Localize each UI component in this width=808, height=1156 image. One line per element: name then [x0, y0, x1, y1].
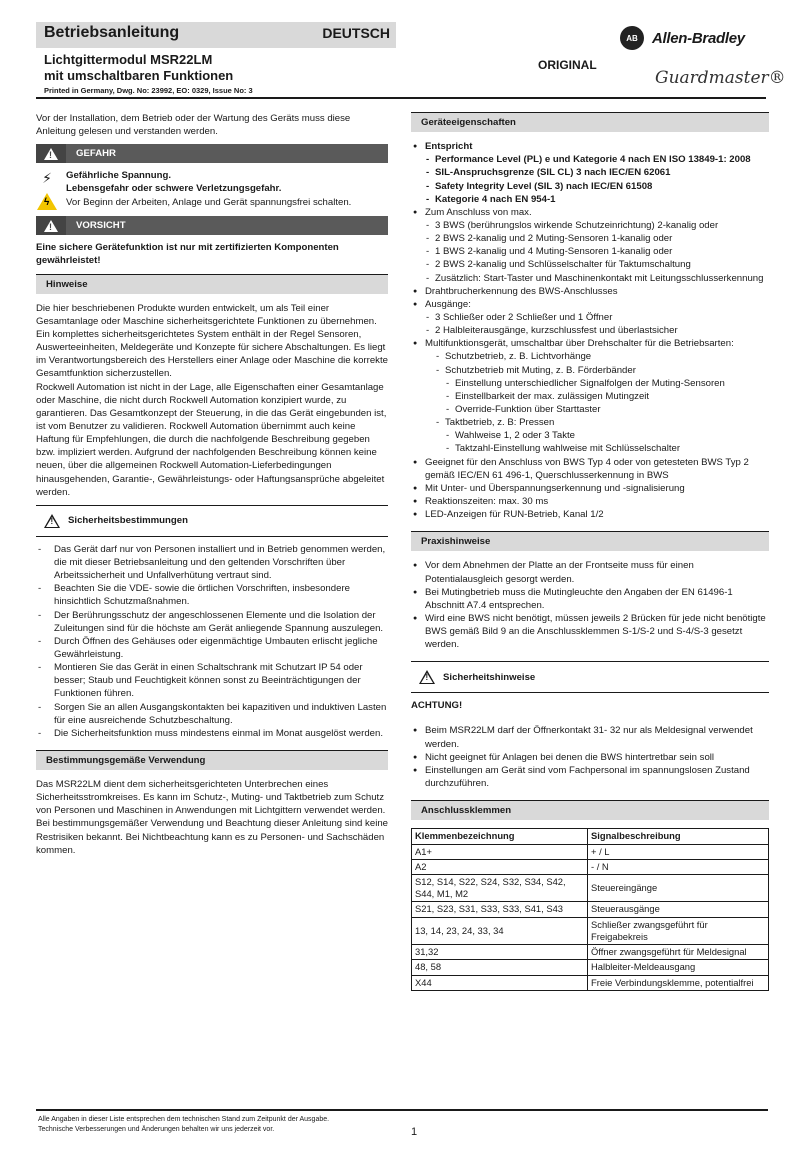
table-row — [412, 945, 769, 960]
verwendung-text2: Bei bestimmungsgemäßer Verwendung und Beachtung dieser Anleitung sind keine Restrisiken bekannt. Bei Nichtbeachtung kann es zu Personen- und Sachschäden kommen. — [36, 818, 388, 856]
list-item: - Einstellung unterschiedlicher Signalfolgen der Muting-Sensoren — [445, 377, 769, 390]
page-number: 1 — [411, 1126, 418, 1138]
divider — [411, 692, 769, 693]
list-item: - Montieren Sie das Gerät in einen Schaltschrank mit Schutzart IP 54 oder besser; Staub und Feuchtigkeit können sonst zu Beeinträchtigungen der Funktionen führen. — [36, 661, 388, 700]
table-cell: X44 — [412, 975, 588, 990]
list-item: ● Drahtbrucherkennung des BWS-Anschlusses — [411, 285, 769, 298]
table-row — [412, 960, 769, 975]
takt-label: Taktbetrieb, z. B: Pressen — [445, 417, 555, 429]
achtung-label: ACHTUNG! — [411, 700, 463, 712]
table-row — [412, 874, 769, 901]
list-item: - Wahlweise 1, 2 oder 3 Takte — [445, 429, 769, 442]
table-row — [412, 859, 769, 874]
table-cell: - / N — [588, 859, 769, 874]
product-subtitle: mit umschaltbaren Funktionen — [44, 68, 234, 83]
list-item — [435, 416, 769, 455]
left-column — [36, 112, 388, 857]
warning-icon — [44, 514, 60, 528]
footer-note — [38, 1115, 329, 1135]
gefahr-line2: Lebensgefahr oder schwere Verletzungsgefahr. — [66, 183, 282, 195]
vorsicht-label: VORSICHT — [76, 220, 126, 232]
warning-icon — [419, 670, 435, 684]
list-item: ● Beim MSR22LM darf der Öffnerkontakt 31- 32 nur als Meldesignal verwendet werden. — [411, 724, 769, 750]
table-row — [412, 902, 769, 917]
divider — [36, 536, 388, 537]
list-item — [411, 337, 769, 455]
table-cell: + / L — [588, 844, 769, 859]
header-divider — [36, 97, 766, 99]
list-item: - Beachten Sie die VDE- sowie die örtlichen Vorschriften, insbesondere hinsichtlich Schutzmaßnahmen. — [36, 582, 388, 608]
list-item: ● Nicht geeignet für Anlagen bei denen die BWS hintertretbar sein soll — [411, 751, 769, 764]
original-label: ORIGINAL — [538, 58, 597, 72]
list-item: - Performance Level (PL) e und Kategorie 4 nach EN ISO 13849-1: 2008 — [425, 153, 769, 166]
hinweise-text2: Rockwell Automation ist nicht in der Lage, alle Eigenschaften einer Gesamtanlage oder Maschine, die nicht durch Rockwell Automation konzipiert wurde, zu garantieren. Das Gesamtkonzept der Steuerung, in die das Gerät eingebunden ist, ist vom Benutzer zu validieren. Rockwell Automation übernimmt auch keine Haftung für Empfehlungen, die durch die nachfolgende Beschreibung gegeben bzw. impliziert werden. Aufgrund der nachfolgenden Beschreibung können keine neuen, über die allgemeinen Rockwell Automation-Lieferbedingungen hinausgehenden, Garantie-, Gewährleistungs- oder Haftungsansprüche abgeleitet werden. — [36, 381, 387, 498]
table-cell: Halbleiter-Meldeausgang — [588, 960, 769, 975]
list-item: ● Mit Unter- und Überspannungserkennung und -signalisierung — [411, 482, 769, 495]
list-item: - Der Berührungsschutz der angeschlossenen Elemente und die Isolation der Zuleitungen sind für die höchste am Gerät anliegende Spannung auszulegen. — [36, 609, 388, 635]
achtung-list — [411, 724, 769, 790]
table-cell: A2 — [412, 859, 588, 874]
gefahr-line3: Vor Beginn der Arbeiten, Anlage und Gerät spannungsfrei schalten. — [66, 196, 352, 208]
multi-label: Multifunktionsgerät, umschaltbar über Drehschalter für die Betriebsarten: — [425, 338, 734, 350]
allen-bradley-logo-icon: AB — [620, 26, 644, 50]
hinweise-text1: Die hier beschriebenen Produkte wurden entwickelt, um als Teil einer Gesamtanlage oder Maschine sicherheitsgerichtete Funktionen zu übernehmen. Ein komplettes sicherheitsgerichtetes System enthält in der Regel Sensoren, Auswerteeinheiten, Meldegeräte und Konzepte für sichere Abschaltungen. Es liegt im Verantwortungsbereich des Herstellers einer Anlage oder Maschine die korrekte Gesamtfunktion sicherzustellen. — [36, 302, 388, 380]
list-item: - 3 BWS (berührungslos wirkende Schutzeinrichtung) 2-kanalig oder — [425, 219, 769, 232]
sicherheitshinweise-heading — [419, 670, 769, 684]
list-item: - Die Sicherheitsfunktion muss mindestens einmal im Monat ausgelöst werden. — [36, 727, 388, 740]
table-header-row — [412, 829, 769, 844]
verwendung-heading: Bestimmungsgemäße Verwendung — [36, 750, 388, 770]
gefahr-bar — [36, 144, 388, 163]
table-cell: A1+ — [412, 844, 588, 859]
footer-divider — [36, 1109, 768, 1111]
table-cell: Schließer zwangsgeführt für Freigabekreis — [588, 917, 769, 944]
print-info: Printed in Germany, Dwg. No: 23992, EO: 0329, Issue No: 3 — [44, 86, 253, 95]
document-title: Betriebsanleitung — [44, 24, 180, 41]
anschluss-label: Zum Anschluss von max. — [425, 206, 532, 218]
list-item: - 3 Schließer oder 2 Schließer und 1 Öffner — [425, 311, 769, 324]
list-item: - Durch Öffnen des Gehäuses oder eigenmächtige Umbauten erlischt jegliche Gewährleistung. — [36, 635, 388, 661]
list-item: ● Wird eine BWS nicht benötigt, müssen jeweils 2 Brücken für jede nicht benötigte BWS gemäß Bild 9 an die Anschlussklemmen S-1/S-2 und S-4/S-3 gesetzt werden. — [411, 612, 769, 651]
electric-shock-icon: ⚡ — [42, 170, 52, 187]
list-item — [411, 140, 769, 206]
vorsicht-text: Eine sichere Gerätefunktion ist nur mit zertifizierten Komponenten gewährleistet! — [36, 242, 339, 267]
table-cell: Steuereingänge — [588, 874, 769, 901]
list-item: - Taktzahl-Einstellung wahlweise mit Schlüsselschalter — [445, 442, 769, 455]
intro-text: Vor der Installation, dem Betrieb oder der Wartung des Geräts muss diese Anleitung gelesen und verstanden werden. — [36, 113, 351, 138]
list-item: ● Vor dem Abnehmen der Platte an der Frontseite muss für einen Potentialausgleich gesorgt werden. — [411, 559, 769, 585]
list-item: - Einstellbarkeit der max. zulässigen Mutingzeit — [445, 390, 769, 403]
column-header: Klemmenbezeichnung — [412, 829, 588, 844]
list-item — [411, 298, 769, 337]
list-item: - Override-Funktion über Starttaster — [445, 403, 769, 416]
eigenschaften-list — [411, 140, 769, 521]
list-item: ● Reaktionszeiten: max. 30 ms — [411, 495, 769, 508]
list-item: - Schutzbetrieb, z. B. Lichtvorhänge — [435, 350, 769, 363]
sicherheit-list — [36, 543, 388, 740]
gefahr-block — [36, 169, 388, 210]
list-item: - Safety Integrity Level (SIL 3) nach IEC/EN 61508 — [425, 180, 769, 193]
table-row — [412, 975, 769, 990]
sicherheitsbestimmungen-heading — [44, 514, 388, 528]
vorsicht-bar — [36, 216, 388, 235]
list-item: - Sorgen Sie an allen Ausgangskontakten bei kapazitiven und induktiven Lasten für eine ausreichende Schutzbeschaltung. — [36, 701, 388, 727]
product-title: Lichtgittermodul MSR22LM — [44, 52, 213, 67]
table-cell: Steuerausgänge — [588, 902, 769, 917]
table-cell: 48, 58 — [412, 960, 588, 975]
table-cell: Freie Verbindungsklemme, potentialfrei — [588, 975, 769, 990]
list-item: ● Bei Mutingbetrieb muss die Mutingleuchte den Angaben der EN 61496-1 Abschnitt A7.4 entsprechen. — [411, 586, 769, 612]
language-label: DEUTSCH — [322, 25, 390, 41]
list-item — [435, 364, 769, 417]
footer-line1: Alle Angaben in dieser Liste entsprechen dem technischen Stand zum Zeitpunkt der Ausgabe. — [38, 1116, 330, 1123]
gefahr-label: GEFAHR — [76, 148, 116, 160]
list-item: ● Geeignet für den Anschluss von BWS Typ 4 oder von getesteten BWS Typ 2 gemäß IEC/EN 61 496-1, Querschlusserkennung in BWS — [411, 456, 769, 482]
table-cell: 13, 14, 23, 24, 33, 34 — [412, 917, 588, 944]
guardmaster-logo: Guardmaster® — [655, 68, 786, 88]
divider — [36, 505, 388, 506]
eigenschaften-heading: Geräteeigenschaften — [411, 112, 769, 132]
gefahr-line1: Gefährliche Spannung. — [66, 170, 172, 182]
list-item: - SIL-Anspruchsgrenze (SIL CL) 3 nach IEC/EN 62061 — [425, 166, 769, 179]
table-cell: 31,32 — [412, 945, 588, 960]
caution-icon — [36, 216, 66, 235]
table-cell: S12, S14, S22, S24, S32, S34, S42, S44, M1, M2 — [412, 874, 588, 901]
verwendung-text1: Das MSR22LM dient dem sicherheitsgerichteten Unterbrechen eines Sicherheitsstromkreises. Es kann im Schutz-, Muting- und Taktbetrieb zum Schutz von Personen und Maschinen in Anwendungen mit Lichtgittern verwendet werden. — [36, 779, 386, 817]
table-cell: Öffner zwangsgeführt für Meldesignal — [588, 945, 769, 960]
muting-label: Schutzbetrieb mit Muting, z. B. Förderbänder — [445, 364, 636, 376]
list-item: - 1 BWS 2-kanalig und 4 Muting-Sensoren 1-kanalig oder — [425, 245, 769, 258]
column-header: Signalbeschreibung — [588, 829, 769, 844]
table-row — [412, 917, 769, 944]
list-item: - 2 Halbleiterausgänge, kurzschlussfest und überlastsicher — [425, 324, 769, 337]
list-item: - 2 BWS 2-kanalig und Schlüsselschalter für Taktumschaltung — [425, 258, 769, 271]
list-item: - Zusätzlich: Start-Taster und Maschinenkontakt mit Leitungsschlusserkennung — [425, 272, 769, 285]
warning-icon — [36, 144, 66, 163]
praxis-heading: Praxishinweise — [411, 531, 769, 551]
klemmen-heading: Anschlussklemmen — [411, 800, 769, 820]
list-item: - Das Gerät darf nur von Personen installiert und in Betrieb genommen werden, die mit dieser Betriebsanleitung und den geltenden Vorschriften über Arbeitssicherheit und Unfallverhütung vertraut sind. — [36, 543, 388, 582]
table-row — [412, 844, 769, 859]
terminal-table — [411, 828, 769, 990]
list-item: ● LED-Anzeigen für RUN-Betrieb, Kanal 1/2 — [411, 508, 769, 521]
table-cell: S21, S23, S31, S33, S33, S41, S43 — [412, 902, 588, 917]
list-item: - 2 BWS 2-kanalig und 2 Muting-Sensoren 1-kanalig oder — [425, 232, 769, 245]
list-item: ● Einstellungen am Gerät sind vom Fachpersonal im spannungslosen Zustand durchzuführen. — [411, 764, 769, 790]
brand-name: Allen-Bradley — [652, 30, 745, 47]
praxis-list — [411, 559, 769, 651]
entspricht-label: Entspricht — [425, 141, 473, 153]
list-item — [411, 206, 769, 285]
high-voltage-icon — [37, 193, 57, 210]
divider — [411, 661, 769, 662]
ausgaenge-label: Ausgänge: — [425, 298, 471, 310]
sicherheit-title: Sicherheitsbestimmungen — [68, 515, 188, 527]
shinweise-title: Sicherheitshinweise — [443, 671, 536, 683]
right-column — [411, 112, 769, 991]
footer-line2: Technische Verbesserungen und Änderungen behalten wir uns jederzeit vor. — [38, 1126, 275, 1134]
list-item: - Kategorie 4 nach EN 954-1 — [425, 193, 769, 206]
hinweise-heading: Hinweise — [36, 274, 388, 294]
